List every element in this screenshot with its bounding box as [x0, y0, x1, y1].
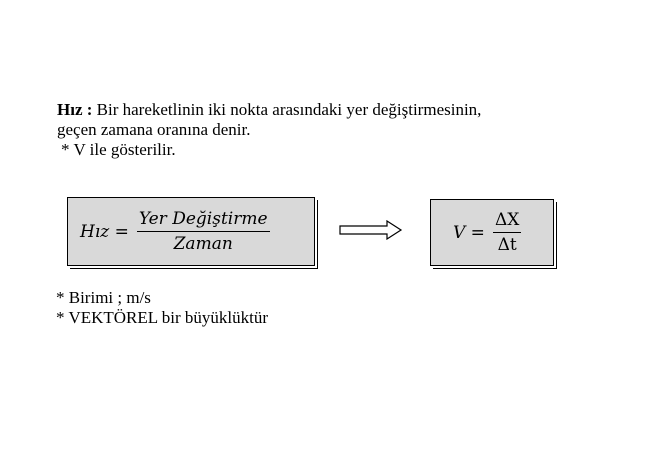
formula-left-numerator: Yer Değiştirme — [137, 209, 270, 232]
notes-list — [56, 288, 268, 328]
definition-paragraph — [57, 100, 647, 160]
formula-box-words — [67, 197, 315, 266]
formula-right-numerator: ΔX — [493, 210, 521, 233]
formula-box-symbols — [430, 199, 554, 266]
formula-right-denominator: Δt — [497, 235, 517, 255]
formula-right-lhs: V = — [453, 222, 485, 243]
term-label: Hız : — [57, 100, 93, 119]
definition-note: * V ile gösterilir. — [61, 140, 176, 159]
definition-line-2: geçen zamana oranına denir. — [57, 120, 251, 139]
definition-text-1: Bir hareketlinin iki nokta arasındaki yer değiştirmesinin, — [92, 100, 482, 119]
formula-right-fraction — [493, 210, 521, 255]
note-unit: * Birimi ; m/s — [56, 288, 151, 307]
formula-left-lhs: Hız = — [80, 221, 129, 242]
definition-line-1 — [57, 100, 647, 120]
formula-left-fraction — [137, 209, 270, 254]
note-vector: * VEKTÖREL bir büyüklüktür — [56, 308, 269, 327]
formula-left-denominator: Zaman — [173, 234, 233, 254]
right-arrow-icon — [339, 220, 403, 240]
